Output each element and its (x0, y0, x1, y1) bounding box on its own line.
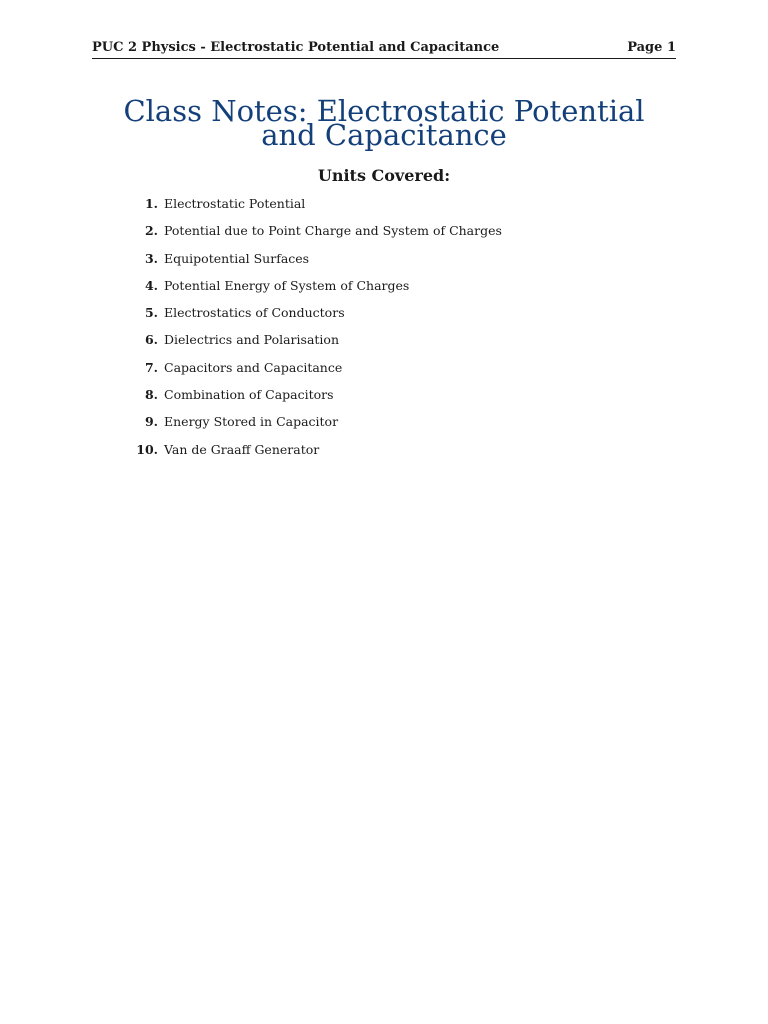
list-item-label: Equipotential Surfaces (164, 250, 310, 266)
list-item-number: 4. (144, 277, 158, 293)
list-item (100, 223, 502, 250)
list-item-label: Van de Graaff Generator (164, 441, 320, 457)
list-item (100, 196, 502, 223)
list-item-number: 5. (144, 305, 158, 321)
list-item (100, 387, 502, 414)
document-title (0, 94, 768, 153)
list-item (100, 360, 502, 387)
list-item (100, 278, 502, 305)
list-item-number: 1. (144, 196, 158, 211)
list-item-label: Dielectrics and Polarisation (164, 332, 339, 348)
list-item-number: 7. (144, 359, 158, 375)
list-item (100, 414, 502, 441)
list-item-label: Electrostatic Potential (164, 196, 306, 211)
list-item-number: 9. (144, 414, 158, 430)
page-header (92, 38, 676, 59)
header-title: PUC 2 Physics - Electrostatic Potential and Capacitance (92, 40, 500, 55)
page-number: Page 1 (627, 40, 676, 55)
list-item-label: Potential Energy of System of Charges (164, 277, 410, 293)
list-item (100, 442, 502, 469)
list-item-number: 10. (136, 441, 158, 457)
list-item-number: 3. (144, 250, 158, 266)
list-item-label: Potential due to Point Charge and System of Charges (164, 223, 502, 239)
list-item-number: 6. (144, 332, 158, 348)
title-line-2: and Capacitance (261, 118, 507, 153)
list-item (100, 305, 502, 332)
list-item (100, 332, 502, 359)
units-heading: Units Covered: (317, 166, 451, 185)
list-item-label: Combination of Capacitors (164, 387, 334, 403)
list-item-label: Electrostatics of Conductors (164, 305, 345, 321)
title-line-1: Class Notes: Electrostatic Potential (123, 94, 645, 129)
list-item-label: Capacitors and Capacitance (164, 359, 343, 375)
list-item-number: 2. (144, 223, 158, 239)
units-list (100, 196, 502, 469)
list-item-number: 8. (144, 387, 158, 403)
list-item (100, 251, 502, 278)
list-item-label: Energy Stored in Capacitor (164, 414, 339, 430)
